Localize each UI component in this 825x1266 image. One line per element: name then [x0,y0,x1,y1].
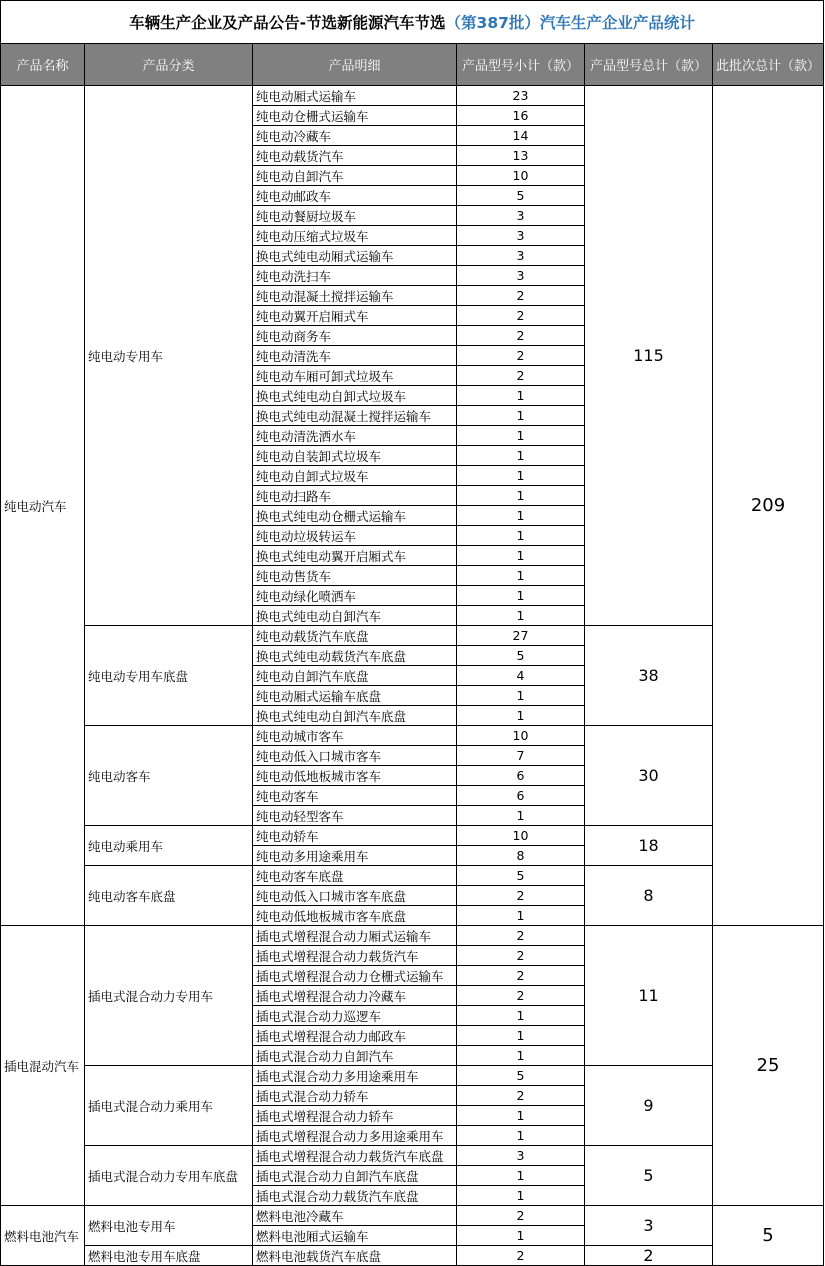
product-detail-cell: 插电式增程混合动力冷藏车 [253,986,457,1006]
model-subtotal-cell: 1 [457,466,585,486]
product-detail-cell: 纯电动低地板城市客车 [253,766,457,786]
model-subtotal-cell: 1 [457,426,585,446]
model-subtotal-cell: 1 [457,1166,585,1186]
product-detail-cell: 纯电动餐厨垃圾车 [253,206,457,226]
model-subtotal-cell: 16 [457,106,585,126]
model-subtotal-cell: 1 [457,406,585,426]
model-subtotal-cell: 10 [457,166,585,186]
model-subtotal-cell: 1 [457,686,585,706]
product-detail-cell: 插电式混合动力自卸汽车 [253,1046,457,1066]
model-total-cell: 5 [585,1146,713,1206]
model-total-cell: 8 [585,866,713,926]
model-total-cell: 18 [585,826,713,866]
product-detail-cell: 纯电动自卸汽车底盘 [253,666,457,686]
model-subtotal-cell: 1 [457,1126,585,1146]
model-subtotal-cell: 1 [457,566,585,586]
model-subtotal-cell: 2 [457,1206,585,1226]
model-subtotal-cell: 2 [457,926,585,946]
product-category-cell: 纯电动客车底盘 [85,866,253,926]
model-total-cell: 9 [585,1066,713,1146]
product-detail-cell: 纯电动自装卸式垃圾车 [253,446,457,466]
product-detail-cell: 燃料电池载货汽车底盘 [253,1246,457,1266]
title-highlight: （第387批）汽车生产企业产品统计 [445,14,695,32]
product-category-cell: 燃料电池专用车 [85,1206,253,1246]
model-subtotal-cell: 3 [457,1146,585,1166]
model-subtotal-cell: 1 [457,1006,585,1026]
model-subtotal-cell: 1 [457,706,585,726]
product-detail-cell: 纯电动压缩式垃圾车 [253,226,457,246]
product-category-cell: 纯电动专用车底盘 [85,626,253,726]
batch-total-cell: 5 [713,1206,824,1266]
product-detail-cell: 插电式增程混合动力厢式运输车 [253,926,457,946]
product-detail-cell: 纯电动邮政车 [253,186,457,206]
header-model-subtotal: 产品型号小计（款） [457,44,585,86]
model-subtotal-cell: 5 [457,186,585,206]
model-subtotal-cell: 1 [457,1106,585,1126]
model-subtotal-cell: 1 [457,486,585,506]
model-subtotal-cell: 2 [457,306,585,326]
product-detail-cell: 换电式纯电动厢式运输车 [253,246,457,266]
product-detail-cell: 纯电动洗扫车 [253,266,457,286]
product-detail-cell: 插电式混合动力载货汽车底盘 [253,1186,457,1206]
product-category-cell: 燃料电池专用车底盘 [85,1246,253,1266]
header-product-category: 产品分类 [85,44,253,86]
model-subtotal-cell: 2 [457,326,585,346]
model-subtotal-cell: 2 [457,886,585,906]
batch-total-cell: 25 [713,926,824,1206]
model-total-cell: 115 [585,86,713,626]
model-subtotal-cell: 2 [457,946,585,966]
model-total-cell: 30 [585,726,713,826]
product-detail-cell: 纯电动轻型客车 [253,806,457,826]
product-detail-cell: 纯电动售货车 [253,566,457,586]
model-subtotal-cell: 6 [457,766,585,786]
model-subtotal-cell: 5 [457,646,585,666]
product-detail-cell: 换电式纯电动翼开启厢式车 [253,546,457,566]
product-category-cell: 插电式混合动力乘用车 [85,1066,253,1146]
header-product-detail: 产品明细 [253,44,457,86]
product-detail-cell: 插电式增程混合动力轿车 [253,1106,457,1126]
header-product-name: 产品名称 [0,44,85,86]
product-detail-cell: 纯电动冷藏车 [253,126,457,146]
model-subtotal-cell: 2 [457,286,585,306]
model-subtotal-cell: 10 [457,826,585,846]
model-total-cell: 38 [585,626,713,726]
product-detail-cell: 插电式混合动力巡逻车 [253,1006,457,1026]
model-total-cell: 11 [585,926,713,1066]
product-detail-cell: 纯电动低地板城市客车底盘 [253,906,457,926]
model-subtotal-cell: 1 [457,1186,585,1206]
product-detail-cell: 插电式增程混合动力载货汽车 [253,946,457,966]
product-detail-cell: 纯电动载货汽车 [253,146,457,166]
model-subtotal-cell: 3 [457,206,585,226]
model-subtotal-cell: 6 [457,786,585,806]
product-detail-cell: 插电式混合动力多用途乘用车 [253,1066,457,1086]
product-detail-cell: 换电式纯电动仓栅式运输车 [253,506,457,526]
model-subtotal-cell: 7 [457,746,585,766]
product-detail-cell: 纯电动自卸汽车 [253,166,457,186]
model-subtotal-cell: 1 [457,606,585,626]
model-subtotal-cell: 27 [457,626,585,646]
product-detail-cell: 换电式纯电动自卸汽车 [253,606,457,626]
product-detail-cell: 纯电动自卸式垃圾车 [253,466,457,486]
product-detail-cell: 纯电动绿化喷洒车 [253,586,457,606]
model-subtotal-cell: 5 [457,1066,585,1086]
product-detail-cell: 纯电动载货汽车底盘 [253,626,457,646]
product-detail-cell: 插电式混合动力轿车 [253,1086,457,1106]
model-total-cell: 2 [585,1246,713,1266]
product-detail-cell: 燃料电池冷藏车 [253,1206,457,1226]
model-subtotal-cell: 2 [457,346,585,366]
product-name-cell: 插电混动汽车 [0,926,85,1206]
model-subtotal-cell: 23 [457,86,585,106]
model-subtotal-cell: 5 [457,866,585,886]
model-subtotal-cell: 1 [457,1026,585,1046]
model-subtotal-cell: 1 [457,446,585,466]
model-subtotal-cell: 4 [457,666,585,686]
model-subtotal-cell: 1 [457,806,585,826]
product-detail-cell: 换电式纯电动自卸式垃圾车 [253,386,457,406]
product-detail-cell: 燃料电池厢式运输车 [253,1226,457,1246]
product-detail-cell: 换电式纯电动自卸汽车底盘 [253,706,457,726]
product-detail-cell: 纯电动清洗洒水车 [253,426,457,446]
model-subtotal-cell: 1 [457,906,585,926]
product-detail-cell: 换电式纯电动载货汽车底盘 [253,646,457,666]
model-subtotal-cell: 3 [457,246,585,266]
model-subtotal-cell: 14 [457,126,585,146]
product-detail-cell: 插电式混合动力自卸汽车底盘 [253,1166,457,1186]
model-subtotal-cell: 2 [457,986,585,1006]
product-name-cell: 纯电动汽车 [0,86,85,926]
model-subtotal-cell: 13 [457,146,585,166]
model-subtotal-cell: 2 [457,966,585,986]
product-detail-cell: 纯电动翼开启厢式车 [253,306,457,326]
model-total-cell: 3 [585,1206,713,1246]
product-detail-cell: 纯电动清洗车 [253,346,457,366]
model-subtotal-cell: 8 [457,846,585,866]
product-detail-cell: 纯电动多用途乘用车 [253,846,457,866]
model-subtotal-cell: 1 [457,1046,585,1066]
model-subtotal-cell: 2 [457,1086,585,1106]
product-detail-cell: 插电式增程混合动力载货汽车底盘 [253,1146,457,1166]
header-model-total: 产品型号总计（款） [585,44,713,86]
product-category-cell: 插电式混合动力专用车 [85,926,253,1066]
model-subtotal-cell: 10 [457,726,585,746]
header-batch-total: 此批次总计（款） [713,44,824,86]
product-name-cell: 燃料电池汽车 [0,1206,85,1266]
product-detail-cell: 插电式增程混合动力邮政车 [253,1026,457,1046]
product-detail-cell: 纯电动垃圾转运车 [253,526,457,546]
product-detail-cell: 纯电动厢式运输车底盘 [253,686,457,706]
product-detail-cell: 纯电动车厢可卸式垃圾车 [253,366,457,386]
model-subtotal-cell: 3 [457,266,585,286]
product-detail-cell: 纯电动客车 [253,786,457,806]
batch-total-cell: 209 [713,86,824,926]
table-title [0,0,824,44]
product-detail-cell: 纯电动轿车 [253,826,457,846]
product-category-cell: 纯电动乘用车 [85,826,253,866]
product-detail-cell: 纯电动低入口城市客车底盘 [253,886,457,906]
model-subtotal-cell: 1 [457,386,585,406]
product-detail-cell: 纯电动厢式运输车 [253,86,457,106]
model-subtotal-cell: 3 [457,226,585,246]
model-subtotal-cell: 1 [457,586,585,606]
product-detail-cell: 纯电动低入口城市客车 [253,746,457,766]
model-subtotal-cell: 1 [457,1226,585,1246]
product-category-cell: 纯电动专用车 [85,86,253,626]
model-subtotal-cell: 2 [457,366,585,386]
product-detail-cell: 插电式增程混合动力多用途乘用车 [253,1126,457,1146]
title-main: 车辆生产企业及产品公告-节选新能源汽车节选 [129,14,446,32]
product-detail-cell: 纯电动商务车 [253,326,457,346]
model-subtotal-cell: 2 [457,1246,585,1266]
product-detail-cell: 纯电动城市客车 [253,726,457,746]
product-category-cell: 插电式混合动力专用车底盘 [85,1146,253,1206]
product-detail-cell: 纯电动仓栅式运输车 [253,106,457,126]
model-subtotal-cell: 1 [457,506,585,526]
product-category-cell: 纯电动客车 [85,726,253,826]
product-detail-cell: 纯电动扫路车 [253,486,457,506]
model-subtotal-cell: 1 [457,526,585,546]
product-detail-cell: 插电式增程混合动力仓栅式运输车 [253,966,457,986]
model-subtotal-cell: 1 [457,546,585,566]
product-detail-cell: 换电式纯电动混凝土搅拌运输车 [253,406,457,426]
product-detail-cell: 纯电动混凝土搅拌运输车 [253,286,457,306]
product-detail-cell: 纯电动客车底盘 [253,866,457,886]
